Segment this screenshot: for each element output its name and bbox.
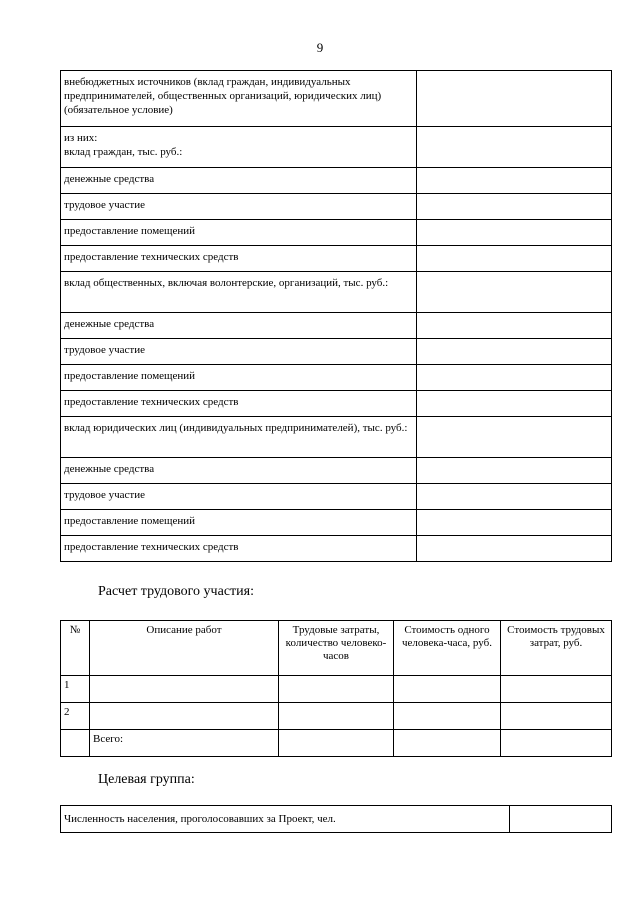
cell-labor-cost[interactable] — [501, 730, 612, 757]
cell-labor-hours[interactable] — [279, 730, 394, 757]
row-value[interactable] — [417, 313, 612, 339]
cell-hour-cost[interactable] — [394, 730, 501, 757]
cell-number: 2 — [61, 703, 90, 730]
table-row — [61, 510, 612, 536]
funding-sources-table — [60, 70, 612, 562]
row-value[interactable] — [417, 246, 612, 272]
table-row — [61, 194, 612, 220]
row-label: денежные средства — [61, 458, 417, 484]
row-label: предоставление помещений — [61, 365, 417, 391]
cell-total-label: Всего: — [90, 730, 279, 757]
row-value[interactable] — [417, 127, 612, 168]
row-value[interactable] — [417, 365, 612, 391]
row-value[interactable] — [417, 272, 612, 313]
cell-labor-cost[interactable] — [501, 703, 612, 730]
labor-calculation-table — [60, 620, 612, 757]
row-label: трудовое участие — [61, 194, 417, 220]
row-value[interactable] — [417, 194, 612, 220]
cell-hour-cost[interactable] — [394, 676, 501, 703]
table-row — [61, 417, 612, 458]
table-row — [61, 484, 612, 510]
cell-number — [61, 730, 90, 757]
cell-labor-hours[interactable] — [279, 703, 394, 730]
cell-work-description[interactable] — [90, 703, 279, 730]
row-value[interactable] — [417, 391, 612, 417]
row-label: предоставление технических средств — [61, 536, 417, 562]
row-label: предоставление технических средств — [61, 391, 417, 417]
row-label: вклад юридических лиц (индивидуальных предпринимателей), тыс. руб.: — [61, 417, 417, 458]
row-label: денежные средства — [61, 313, 417, 339]
row-value[interactable] — [417, 71, 612, 127]
row-label: предоставление помещений — [61, 220, 417, 246]
table-row — [61, 806, 612, 833]
row-value[interactable] — [417, 168, 612, 194]
column-header-work-description: Описание работ — [90, 621, 279, 676]
row-label: предоставление технических средств — [61, 246, 417, 272]
cell-work-description[interactable] — [90, 676, 279, 703]
row-label: Численность населения, проголосовавших за Проект, чел. — [61, 806, 510, 833]
row-label: денежные средства — [61, 168, 417, 194]
column-header-labor-hours: Трудовые затраты, количество человеко-часов — [279, 621, 394, 676]
row-value[interactable] — [510, 806, 612, 833]
row-value[interactable] — [417, 220, 612, 246]
row-label: трудовое участие — [61, 484, 417, 510]
labor-calculation-heading: Расчет трудового участия: — [98, 584, 254, 599]
table-header-row — [61, 621, 612, 676]
row-value[interactable] — [417, 339, 612, 365]
column-header-hour-cost: Стоимость одного человека-часа, руб. — [394, 621, 501, 676]
table-row — [61, 71, 612, 127]
table-row — [61, 168, 612, 194]
table-row — [61, 272, 612, 313]
row-label: трудовое участие — [61, 339, 417, 365]
row-label: из них: вклад граждан, тыс. руб.: — [61, 127, 417, 168]
page-number: 9 — [316, 40, 324, 55]
row-value[interactable] — [417, 458, 612, 484]
table-row — [61, 220, 612, 246]
row-label: внебюджетных источников (вклад граждан, индивидуальных предпринимателей, общественных организаций, юридических лиц) (обязательное условие) — [61, 71, 417, 127]
cell-number: 1 — [61, 676, 90, 703]
row-value[interactable] — [417, 417, 612, 458]
table-row — [61, 536, 612, 562]
row-value[interactable] — [417, 510, 612, 536]
table-row — [61, 339, 612, 365]
table-row — [61, 676, 612, 703]
target-group-table — [60, 805, 612, 833]
cell-hour-cost[interactable] — [394, 703, 501, 730]
cell-labor-cost[interactable] — [501, 676, 612, 703]
column-header-labor-cost: Стоимость трудовых затрат, руб. — [501, 621, 612, 676]
target-group-heading: Целевая группа: — [98, 772, 195, 787]
row-value[interactable] — [417, 536, 612, 562]
table-total-row — [61, 730, 612, 757]
table-row — [61, 703, 612, 730]
table-row — [61, 391, 612, 417]
column-header-number: № — [61, 621, 90, 676]
row-value[interactable] — [417, 484, 612, 510]
row-label: предоставление помещений — [61, 510, 417, 536]
cell-labor-hours[interactable] — [279, 676, 394, 703]
table-row — [61, 313, 612, 339]
table-row — [61, 458, 612, 484]
table-row — [61, 365, 612, 391]
table-row — [61, 127, 612, 168]
row-label: вклад общественных, включая волонтерские, организаций, тыс. руб.: — [61, 272, 417, 313]
table-row — [61, 246, 612, 272]
